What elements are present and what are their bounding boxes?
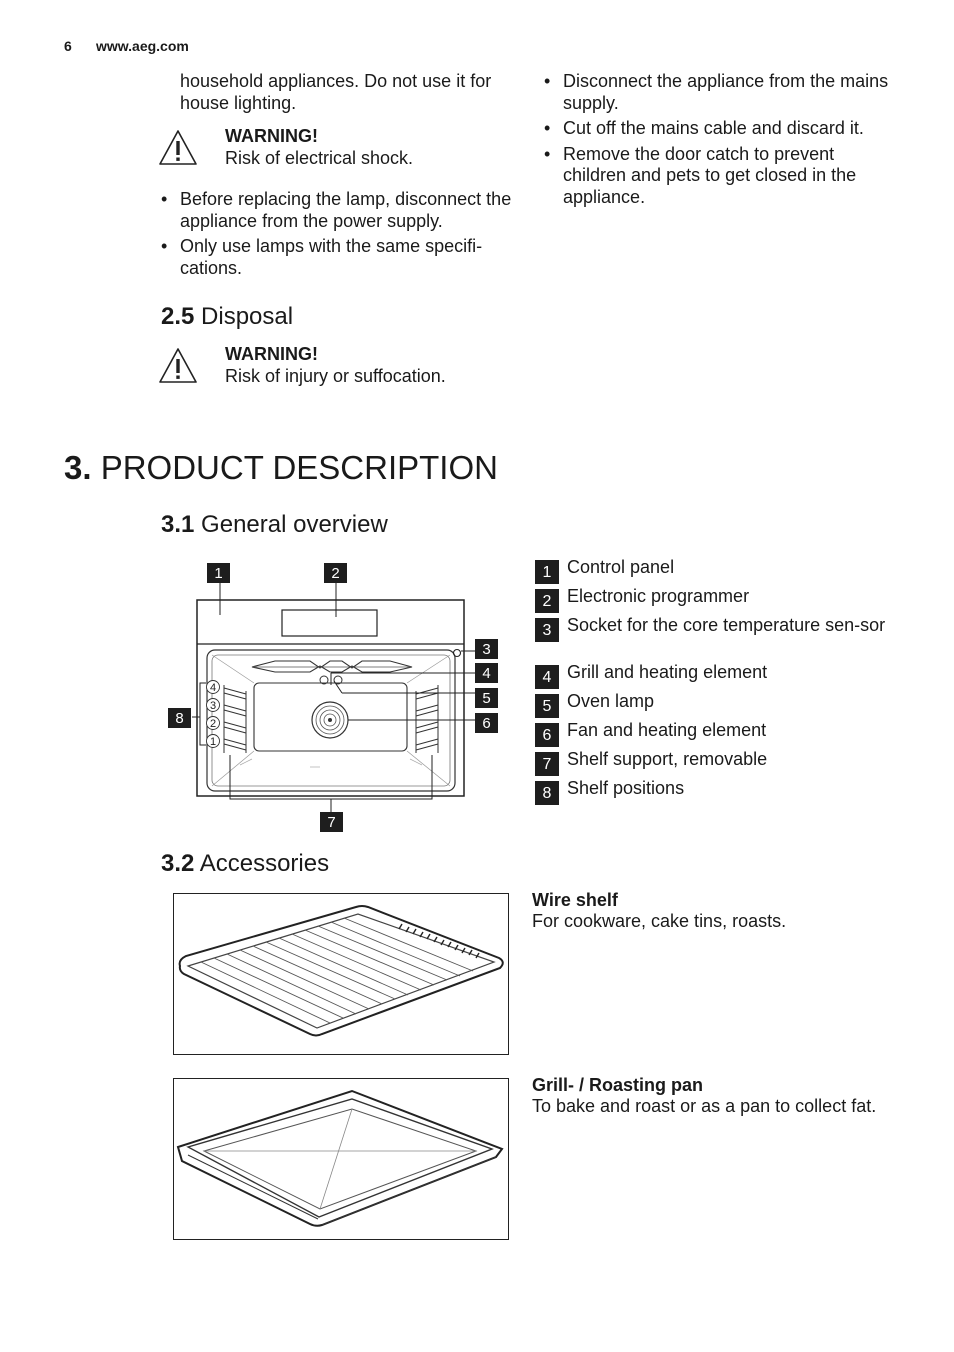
svg-text:3: 3 [482, 641, 491, 658]
grill-element [252, 661, 412, 672]
legend-text: Electronic programmer [567, 586, 750, 606]
svg-text:2: 2 [331, 565, 340, 582]
warning-text: Risk of injury or suffocation. [225, 366, 446, 386]
warning-suffocation [158, 344, 538, 392]
general-overview-heading [161, 511, 388, 539]
callout-1 [207, 563, 230, 583]
disposal-heading-number: 2.5 [161, 303, 195, 330]
oven-diagram [160, 555, 510, 840]
list-item: • Disconnect the appliance from the mains supply. [544, 71, 894, 114]
accessory-text: To bake and roast or as a pan to collect fat. [532, 1096, 877, 1116]
roasting-pan-drawing [174, 1079, 508, 1239]
product-heading-title: PRODUCT DESCRIPTION [100, 449, 498, 486]
header-url: www.aeg.com [96, 38, 189, 54]
accessories-heading [161, 850, 329, 878]
shelf-position-label: 3 [209, 700, 217, 712]
legend-number: 1 [535, 560, 559, 584]
page-number: 6 [64, 38, 72, 54]
callout-3 [475, 639, 498, 659]
roasting-pan-description [532, 1075, 902, 1117]
programmer-display [282, 610, 377, 636]
callout-5 [475, 688, 498, 708]
legend-item [535, 691, 895, 715]
list-item: • Cut off the mains cable and discard it. [544, 118, 894, 140]
list-item: • Before replacing the lamp, disconnect the appliance from the power supply. [161, 189, 516, 232]
wire-shelf-description [532, 890, 902, 932]
accessory-text: For cookware, cake tins, roasts. [532, 911, 787, 931]
legend-text: Socket for the core temperature sen-sor [567, 615, 886, 635]
lamp-bullet-list [161, 189, 516, 283]
lamp-continuation-text: household appliances. Do not use it for house lighting. [180, 71, 492, 113]
warning-title: WARNING! [225, 126, 318, 146]
shelf-support-right [416, 685, 438, 753]
legend-number: 2 [535, 589, 559, 613]
warning-triangle-icon [158, 128, 198, 168]
shelf-support-left [224, 685, 246, 753]
legend-item [535, 557, 895, 581]
shelf-position-label: 4 [209, 682, 217, 694]
roasting-pan-illustration [173, 1078, 509, 1240]
oven-front-panel [197, 600, 464, 796]
legend-number: 4 [535, 665, 559, 689]
wire-shelf-drawing [174, 894, 508, 1054]
accessory-title: Grill- / Roasting pan [532, 1075, 704, 1095]
legend-item [535, 778, 895, 802]
legend-item [535, 615, 887, 639]
shelf-position-label: 1 [209, 736, 217, 748]
accessories-heading-number: 3.2 [161, 850, 195, 877]
legend-number: 8 [535, 781, 559, 805]
legend-number: 7 [535, 752, 559, 776]
legend-item [535, 586, 895, 610]
legend-number: 3 [535, 618, 559, 642]
shelf-position-label: 2 [209, 718, 217, 730]
disposal-heading [161, 303, 293, 331]
legend-number: 5 [535, 694, 559, 718]
svg-text:1: 1 [214, 565, 223, 582]
product-heading-number: 3. [64, 449, 92, 486]
legend-text: Control panel [567, 557, 675, 577]
legend-text: Oven lamp [567, 691, 655, 711]
legend-item [535, 720, 895, 744]
legend-item [535, 749, 895, 773]
callout-8 [168, 708, 191, 728]
legend-text: Grill and heating element [567, 662, 768, 682]
list-item: • Remove the door catch to prevent children and pets to get closed in the appliance. [544, 144, 894, 209]
legend-text: Shelf support, removable [567, 749, 768, 769]
socket [454, 650, 461, 657]
warning-triangle-icon [158, 346, 198, 386]
callout-7 [320, 812, 343, 832]
list-item: • Only use lamps with the same specifi-cations. [161, 236, 516, 279]
svg-text:5: 5 [482, 690, 491, 707]
callout-6 [475, 713, 498, 733]
product-description-heading [64, 449, 498, 487]
callout-2 [324, 563, 347, 583]
wire-shelf-illustration [173, 893, 509, 1055]
legend-item [535, 662, 895, 686]
svg-text:7: 7 [327, 814, 336, 831]
accessory-title: Wire shelf [532, 890, 618, 910]
overview-heading-number: 3.1 [161, 511, 195, 538]
disposal-heading-title: Disposal [201, 303, 294, 330]
legend-text: Shelf positions [567, 778, 685, 798]
overview-heading-title: General overview [201, 511, 388, 538]
warning-text: Risk of electrical shock. [225, 148, 414, 168]
warning-electrical [158, 126, 538, 174]
svg-text:6: 6 [482, 715, 491, 732]
accessories-heading-title: Accessories [199, 850, 330, 877]
legend-number: 6 [535, 723, 559, 747]
svg-text:8: 8 [175, 710, 184, 727]
svg-text:4: 4 [482, 665, 491, 682]
legend-text: Fan and heating element [567, 720, 767, 740]
disposal-bullet-list [544, 71, 894, 212]
warning-title: WARNING! [225, 344, 318, 364]
callout-4 [475, 663, 498, 683]
